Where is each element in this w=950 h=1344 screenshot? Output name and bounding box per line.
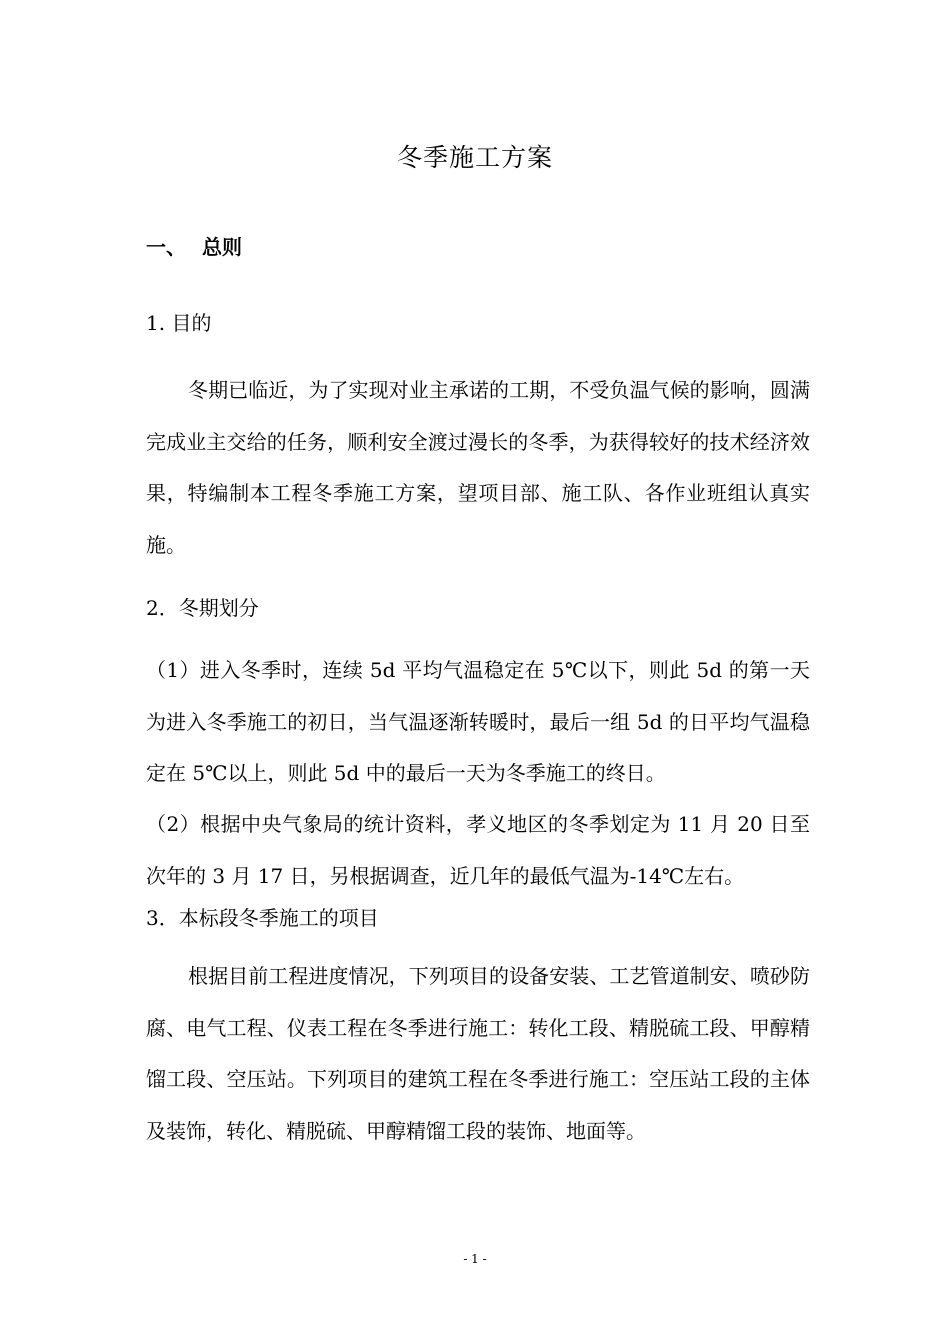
paragraph-division-item-1: （1）进入冬季时，连续 5d 平均气温稳定在 5℃以下，则此 5d 的第一天为进入冬季施工的初日，当气温逐渐转暖时，最后一组 5d 的日平均气温稳定在 5℃以上，则此 5d 中的最后一天为冬季施工的终日。 [146,658,810,785]
section-heading-general [146,232,242,262]
paragraph-winter-items: 根据目前工程进度情况，下列项目的设备安装、工艺管道制安、喷砂防腐、电气工程、仪表工程在冬季进行施工：转化工段、精脱硫工段、甲醇精馏工段、空压站。下列项目的建筑工程在冬季进行施工：空压站工段的主体及装饰，转化、精脱硫、甲醇精馏工段的装饰、地面等。 [146,964,810,1143]
document-title: 冬季施工方案 [396,143,553,172]
section-title: 总则 [202,235,242,259]
subheading-winter-items: 3．本标段冬季施工的项目 [146,906,379,930]
paragraph-purpose: 冬期已临近，为了实现对业主承诺的工期，不受负温气候的影响，圆满完成业主交给的任务，顺利安全渡过漫长的冬季，为获得较好的技术经济效果，特编制本工程冬季施工方案，望项目部、施工队、各作业班组认真实施。 [146,378,810,557]
section-number: 一、 [146,235,186,259]
subheading-purpose: 1. 目的 [146,311,212,335]
page-number: - 1 - [463,1252,487,1266]
paragraph-division-item-2: （2）根据中央气象局的统计资料，孝义地区的冬季划定为 11 月 20 日至次年的 3 月 17 日，另根据调查，近几年的最低气温为-14℃左右。 [146,812,810,888]
subheading-winter-division: 2．冬期划分 [146,596,259,620]
